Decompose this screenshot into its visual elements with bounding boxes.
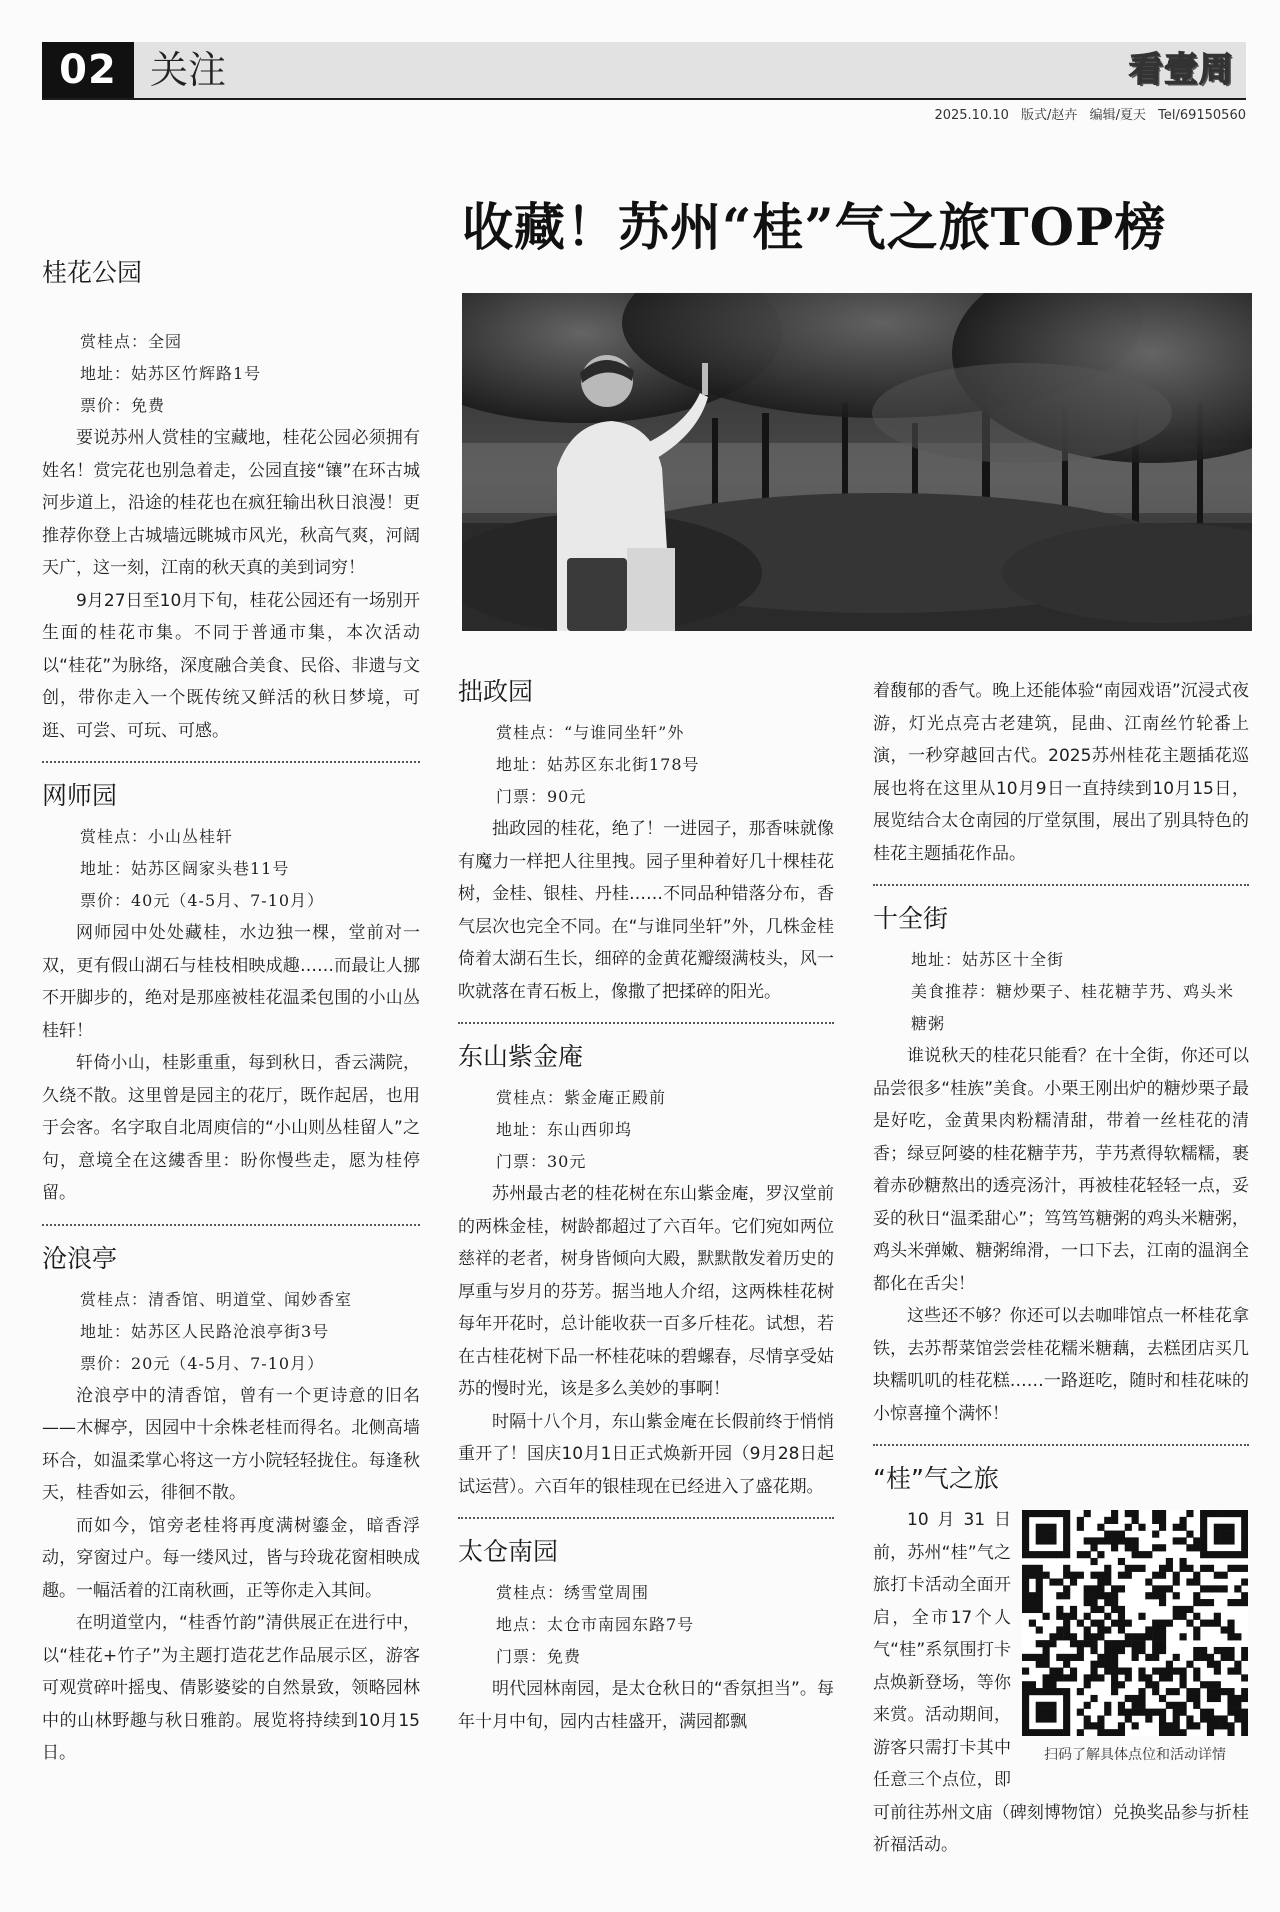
brand-logo: 看壹周 — [1129, 50, 1234, 90]
issue-meta — [926, 104, 1246, 123]
paragraph: 轩倚小山，桂影重重，每到秋日，香云满院，久绕不散。这里曾是园主的花厅，既作起居，也用于会客。名字取自北周庾信的“小山则丛桂留人”之句，意境全在这縷香里：盼你慢些走，愿为桂停留。 — [42, 1053, 420, 1203]
tel: Tel/69150560 — [1158, 108, 1246, 123]
info-line: 地址：东山西卯坞 — [496, 1120, 633, 1139]
headline: 收藏！苏州“桂”气之旅TOP榜 — [462, 198, 1167, 258]
info-line: 赏桂点：清香馆、明道堂、闻妙香室 — [80, 1289, 353, 1309]
paragraph: 10月31日前，苏州“桂”气之旅打卡活动全面开启，全市17个人气“桂”系氛围打卡点焕新登场，等你来赏。活动期间，游客只需打卡其中任意三个点位，即可前往苏州文庙（碑刻博物馆）兑换奖品参与折桂祈福活动。 — [873, 1510, 1249, 1855]
spacer — [42, 298, 420, 326]
section-title-dongshan: 东山紫金庵 — [458, 1042, 584, 1071]
info-line: 门票：90元 — [496, 787, 587, 806]
paragraph: 时隔十八个月，东山紫金庵在长假前终于悄悄重开了！国庆10月1日正式焕新开园（9月28日起试运营）。六百年的银桂现在已经进入了盛花期。 — [458, 1411, 834, 1497]
divider — [458, 1022, 834, 1024]
column-right — [873, 675, 1249, 1862]
paragraph: 网师园中处处藏桂，水边独一棵，堂前对一双，更有假山湖石与桂枝相映成趣……而最让人挪不开脚步的，绝对是那座被桂花温柔包围的小山丛桂轩！ — [42, 923, 420, 1041]
info-line: 赏桂点：紫金庵正殿前 — [496, 1088, 667, 1107]
column-left — [42, 256, 420, 1770]
photo-woman-taking-picture-of-osmanthus — [462, 293, 1252, 631]
info-line: 赏桂点：全园 — [80, 332, 183, 351]
info-line: 票价：免费 — [80, 396, 166, 415]
paragraph: 谁说秋天的桂花只能看？在十全街，你还可以品尝很多“桂族”美食。小栗王刚出炉的糖炒栗子最是好吃，金黄果肉粉糯清甜，带着一丝桂花的清香；绿豆阿婆的桂花糖芋艿，芋艿煮得软糯糯，裹着赤砂糖熬出的透亮汤汁，再被桂花轻轻一点，妥妥的秋日“温柔甜心”；笃笃笃糖粥的鸡头米糖粥，鸡头米弹嫩、糖粥绵滑，一口下去，江南的温润全都化在舌尖！ — [873, 1046, 1249, 1294]
info-line: 地址：姑苏区东北街178号 — [496, 755, 700, 774]
page-number: 02 — [42, 42, 134, 98]
info-line: 门票：免费 — [496, 1647, 582, 1666]
paragraph: 拙政园的桂花，绝了！一进园子，那香味就像有魔力一样把人往里拽。园子里种着好几十棵桂花树，金桂、银桂、丹桂……不同品种错落分布，香气层次也完全不同。在“与谁同坐轩”外，几株金桂倚着太湖石生长，细碎的金黄花瓣缀满枝头，风一吹就落在青石板上，像撒了把揉碎的阳光。 — [458, 819, 834, 1002]
paragraph: 沧浪亭中的清香馆，曾有一个更诗意的旧名——木樨亭，因园中十余株老桂而得名。北侧高墙环合，如温柔掌心将这一方小院轻轻拢住。每逢秋天，桂香如云，徘徊不散。 — [42, 1385, 420, 1503]
paragraph: 而如今，馆旁老桂将再度满树鎏金，暗香浮动，穿窗过户。每一缕风过，皆与玲珑花窗相映成趣。一幅活着的江南秋画，正等你走入其间。 — [42, 1515, 420, 1601]
photo-illustration — [462, 293, 1252, 631]
info-line: 地址：姑苏区十全街 — [911, 950, 1065, 969]
divider — [873, 884, 1249, 886]
section-name: 关注 — [150, 48, 227, 92]
info-line: 票价：40元（4-5月、7-10月） — [80, 891, 325, 910]
paragraph: 要说苏州人赏桂的宝藏地，桂花公园必须拥有姓名！赏完花也别急着走，公园直接“镶”在环古城河步道上，沿途的桂花也在疯狂输出秋日浪漫！更推荐你登上古城墙远眺城市风光，秋高气爽，河阔天广，这一刻，江南的秋天真的美到词穷！ — [42, 428, 420, 578]
editor-credit: 编辑/夏天 — [1089, 108, 1146, 123]
paragraph: 在明道堂内，“桂香竹韵”清供展正在进行中，以“桂花+竹子”为主题打造花艺作品展示区，游客可观赏碎叶摇曳、倩影婆娑的自然景致，领略园林中的山林野趣与秋日雅韵。展览将持续到10月15日。 — [42, 1613, 420, 1763]
info-line: 票价：20元（4-5月、7-10月） — [80, 1353, 325, 1373]
info-line: 地址：姑苏区阔家头巷11号 — [80, 859, 290, 878]
paragraph: 9月27日至10月下旬，桂花公园还有一场别开生面的桂花市集。不同于普通市集，本次活动以“桂花”为脉络，深度融合美食、民俗、非遗与文创，带你走入一个既传统又鲜活的秋日梦境，可逛、可尝、可玩、可感。 — [42, 590, 420, 741]
section-title-taicang: 太仓南园 — [458, 1537, 559, 1566]
info-line: 门票：30元 — [496, 1152, 587, 1171]
info-line: 赏桂点：“与谁同坐轩”外 — [496, 723, 685, 742]
divider — [42, 761, 420, 763]
info-line: 赏桂点：绣雪堂周围 — [496, 1583, 650, 1602]
qr-code-icon[interactable] — [1022, 1510, 1248, 1736]
info-line: 地点：太仓市南园东路7号 — [496, 1615, 695, 1634]
issue-date: 2025.10.10 — [934, 108, 1009, 123]
divider — [42, 1224, 420, 1226]
section-title-guiqi: “桂”气之旅 — [873, 1464, 999, 1493]
section-title-canglang: 沧浪亭 — [42, 1243, 118, 1273]
section-title-guihua: 桂花公园 — [42, 258, 143, 287]
masthead — [42, 42, 1246, 100]
section-title-zhuozheng: 拙政园 — [458, 677, 534, 706]
section-title-shiquan: 十全街 — [873, 904, 949, 933]
info-line: 美食推荐：糖炒栗子、桂花糖芋艿、鸡头米糖粥 — [911, 982, 1235, 1033]
info-line: 地址：姑苏区竹辉路1号 — [80, 364, 262, 383]
paragraph-continued: 着馥郁的香气。晚上还能体验“南园戏语”沉浸式夜游，灯光点亮古老建筑，昆曲、江南丝竹轮番上演，一秒穿越回古代。2025苏州桂花主题插花巡展也将在这里从10月9日一直持续到10月15日，展览结合太仓南园的厅堂氛围，展出了别具特色的桂花主题插花作品。 — [873, 681, 1249, 864]
qr-caption: 扫码了解具体点位和活动详情 — [1044, 1747, 1226, 1763]
section-title-wangshi: 网师园 — [42, 781, 118, 810]
layout-credit: 版式/赵卉 — [1021, 108, 1078, 123]
divider — [873, 1444, 1249, 1446]
paragraph: 这些还不够？你还可以去咖啡馆点一杯桂花拿铁，去苏帮菜馆尝尝桂花糯米糖藕，去糕团店买几块糯叽叽的桂花糕……一路逛吃，随时和桂花味的小惊喜撞个满怀！ — [873, 1306, 1249, 1424]
qr-block — [1021, 1510, 1249, 1764]
info-line: 地址：姑苏区人民路沧浪亭街3号 — [80, 1321, 330, 1341]
paragraph: 明代园林南园，是太仓秋日的“香氛担当”。每年十月中旬，园内古桂盛开，满园都飘 — [458, 1679, 834, 1732]
paragraph: 苏州最古老的桂花树在东山紫金庵，罗汉堂前的两株金桂，树龄都超过了六百年。它们宛如两位慈祥的老者，树身皆倾向大殿，默默散发着历史的厚重与岁月的芬芳。据当地人介绍，这两株桂花树每年开花时，总计能收获一百多斤桂花。试想，若在古桂花树下品一杯桂花味的碧螺春，尽情享受姑苏的慢时光，该是多么美妙的事啊！ — [458, 1184, 834, 1399]
info-line: 赏桂点：小山丛桂轩 — [80, 827, 234, 846]
divider — [458, 1517, 834, 1519]
column-middle — [458, 675, 834, 1738]
